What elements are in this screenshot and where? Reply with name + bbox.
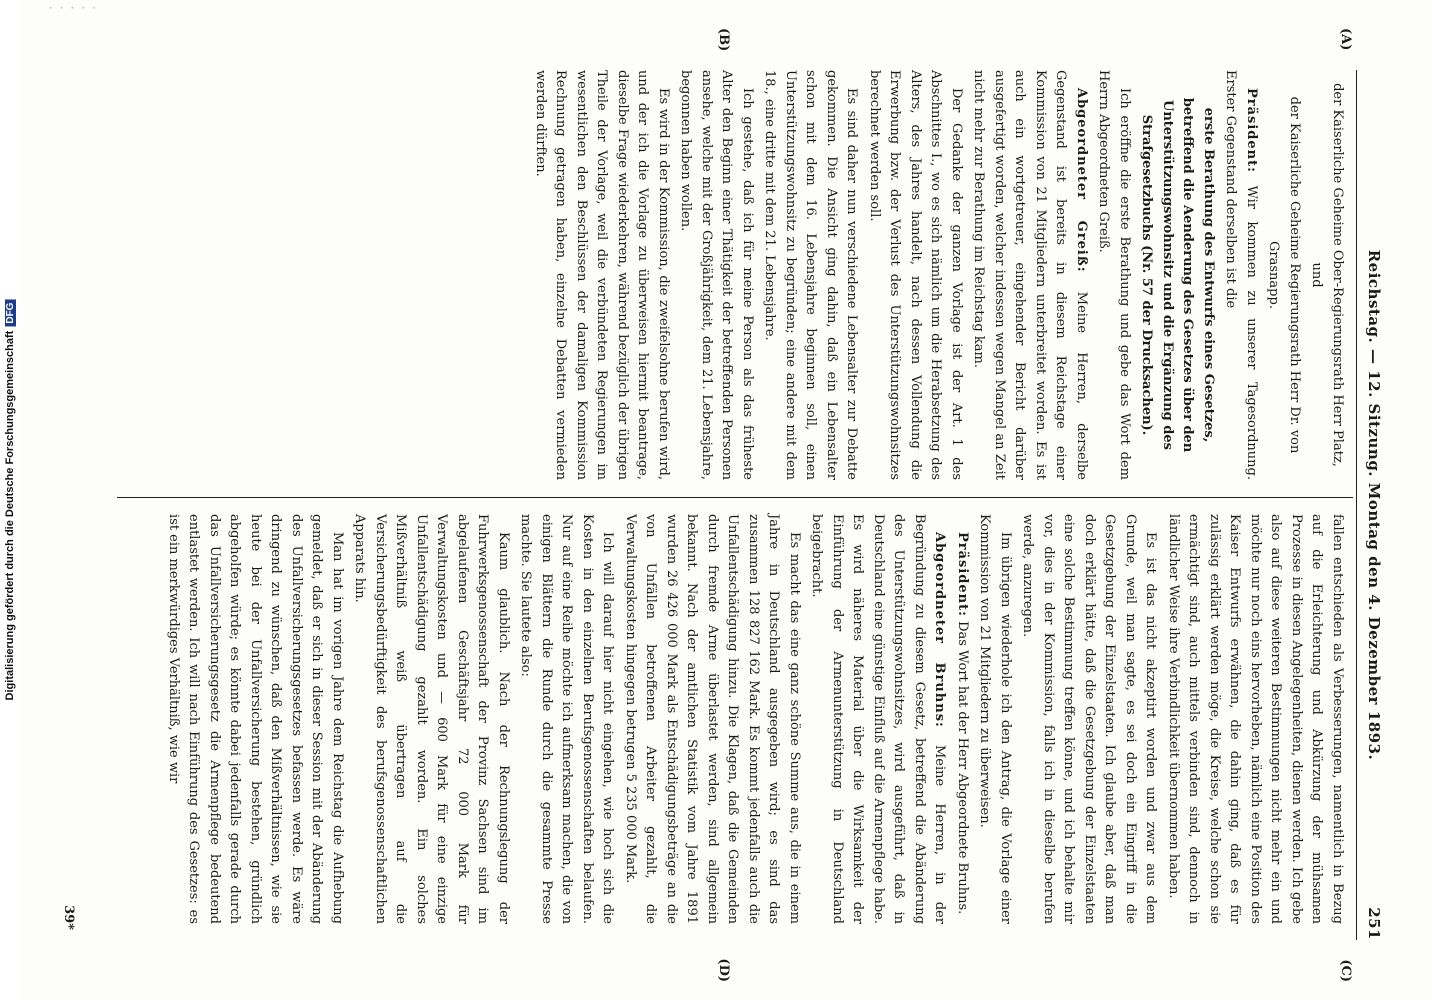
digitization-sidebar bbox=[0, 0, 20, 1000]
paragraph: Im übrigen wiederhole ich den Antrag, die Vorlage einer Kommission von 21 Mitgliedern zu überweisen. bbox=[977, 514, 1013, 924]
dfg-logo-icon: DFG bbox=[5, 300, 16, 327]
paragraph: Der Gedanke der ganzen Vorlage ist der Art. 1 des Abschnittes I., wo es sich nämlich um die Herabsetzung des Alters, des Jahres handelt, nach dessen Vollendung die Erwerbung bzw. der Verlust des Unterstützungswohnsitzes berechnet werden soll. bbox=[867, 70, 964, 480]
right-column bbox=[161, 514, 1348, 924]
rotated-page bbox=[21, 0, 1411, 1000]
quotation: Kaum glaublich. Nach der Rechnungslegung der Fuhrwerksgenossenschaft der Provinz Sachsen sind im abgelaufenen Geschäftsjahr 72 000 Mark für Verwaltungskosten und — 600 Mark für eine einzige Unfallentschädigung gezahlt worden. Ein solches Mißverhältniß weiß übertragen auf die Versicherungsbedürftigkeit des berufsgenossenschaftlichen Apparats hin. bbox=[352, 514, 511, 924]
margin-mark-c: (C) bbox=[1338, 959, 1353, 982]
header-rule bbox=[1356, 70, 1357, 940]
paragraph bbox=[968, 70, 1091, 480]
margin-mark-b: (B) bbox=[716, 28, 731, 52]
column-rule bbox=[117, 497, 1353, 498]
agenda-item: erste Berathung des Entwurfs eines Gesetzes, betreffend die Aenderung des Gesetzes über den Unterstützungswohnsitz und die Ergänzung des Strafgesetzbuchs (Nr. 57 der Drucksachen). bbox=[1139, 97, 1216, 453]
paragraph: der Kaiserliche Geheime Regierungsrath Herr Dr. von Grasnapp. bbox=[1266, 96, 1302, 454]
speaker-name: Präsident: bbox=[955, 532, 970, 617]
paragraph: Man hat im vorigen Jahre dem Reichstag die Aufhebung gemeldet, daß er sich in dieser Session mit der Abänderung des Unfallversicherungsgesetzes befassen werde. Es wäre dringend zu wünschen, daß den Mißverhältnissen, wie sie heute bei der Unfallversicherung bestehen, gründlich abgeholfen würde; es könnte dabei jedenfalls gerade durch das Unfallversicherungsgesetz die Armenpflege bedeutend entlastet werden. Ich will nach Einführung des Gesetzes: es ist ein merkwürdiges Verhältniß, wie wir bbox=[166, 514, 345, 924]
margin-mark-d: (D) bbox=[716, 958, 731, 982]
paragraph: der Kaiserliche Geheime Ober-Regierungsrath Herr Platz, und bbox=[1309, 83, 1345, 467]
paragraph: Es macht das eine ganz schöne Summe aus, die in einem Jahre in Deutschland ausgegeben wird; es sind das zusammen 128 827 162 Mark. Es kommt jedenfalls auch die Unfallentschädigung hinzu. Die Klagen, daß die Gemeinden durch fremde Arme überlastet werden, sind allgemein bekannt. Nach der amtlichen Statistik vom Jahre 1891 wurden 26 426 000 Mark als Entschädigungsbeträge an die von Unfällen betroffenen Arbeiter gezahlt, die Verwaltungskosten hingegen betrugen 5 235 000 Mark. bbox=[623, 514, 802, 924]
paragraph: fallen entschieden als Verbesserungen, namentlich in Bezug auf die Erleichterung und Abkürzung der mühsamen Prozesse in diesen Angelegenheiten, dienen werden. Ich gebe also auf diese weiteren Bestimmungen nicht mehr ein und möchte nur noch eins hervorheben, nämlich eine Position des Kaiser Entwurfs erwähnen, die dahin ging, daß es für zulässig erklärt werden möge, die Kreise, welche schon sie ermächtigt sind, auch mittels verbinden sind, dennoch in ländlicher Weise ihre Verbindlichkeit übernommen haben. bbox=[1166, 514, 1345, 924]
corner-mark: · · · · · bbox=[48, 4, 97, 14]
digitization-credit bbox=[4, 300, 16, 701]
paragraph bbox=[806, 514, 950, 924]
speech-text: Das Wort hat der Herr Abgeordnete Bruhns. bbox=[955, 621, 970, 915]
paragraph bbox=[1220, 70, 1261, 480]
paragraph: Ich eröffne die erste Berathung und gebe das Wort dem Herrn Abgeordneten Greiß. bbox=[1096, 70, 1132, 480]
left-column bbox=[528, 70, 1348, 480]
paragraph bbox=[952, 514, 973, 924]
paragraph: Ich gestehe, daß ich für meine Person als das früheste Alter den Beginn einer Thätigkeit der betreffenden Personen ansehe, welche mit der Großjährigkeit, dem 21. Lebensjahre, begonnen haben wollen. bbox=[678, 70, 755, 480]
speaker-name: Präsident: bbox=[1244, 88, 1259, 173]
page-header bbox=[1357, 70, 1383, 940]
header-title: Reichstag. — 12. Sitzung. Montag den 4. Dezember 1893. bbox=[1365, 249, 1383, 761]
speech-text: Meine Herren, derselbe Gegenstand ist bereits in diesem Reichstage einer Kommission von 21 Mitgliedern unterbreitet worden. Es ist auch ein wortgetreuer, eingehender Bericht darüber ausgefertigt worden, welcher indessen wegen Mangel an Zeit nicht mehr zur Berathung im Reichstag kam. bbox=[971, 70, 1089, 481]
credit-text: Digitalisierung gefördert durch die Deutsche Forschungsgemeinschaft bbox=[4, 330, 16, 701]
signature-mark: 39* bbox=[61, 905, 76, 930]
paragraph: Ich will darauf hier nicht eingehen, wie hoch sich die Kosten in den einzelnen Berufsgenossenschaften belaufen. Nur auf eine Reihe möchte ich aufmerksam machen, die von einigen Blättern die Runde durch die gesammte Presse machte. Sie lautete also: bbox=[518, 514, 616, 924]
speech-text: Meine Herren, in der Begründung zu diesem Gesetz, betreffend die Abänderung des Unterstützungswohnsitzes, wird ausgeführt, daß in Deutschland eine günstige Einfluß auf die Armenpflege habe. Es wird näheres Material über die Wirksamkeit der Einführung der Armenunterstützung in Deutschland beigebracht. bbox=[809, 514, 948, 924]
paragraph: Es wird in der Kommission, die zweifelsohne berufen wird, und der ich die Vorlage zu überweisen hiermit beantrage, dieselbe Frage wiederkehren, während bezüglich der übrigen Theile der Vorlage, weil die verbündeten Regierungen im wesentlichen den Beschlüssen der damaligen Kommission Rechnung getragen haben, einzelne Debatten vermieden werden dürften. bbox=[533, 70, 671, 480]
margin-mark-a: (A) bbox=[1338, 28, 1353, 51]
page-number: 251 bbox=[1365, 907, 1383, 940]
paragraph: Es sind daher nun verschiedene Lebensalter zur Debatte gekommen. Die Ansicht ging dahin, daß ein Lebensalter schon mit dem 16. Lebensjahre beginnen soll, einen Unterstützungswohnsitz zu begründen; eine andere mit dem 18., eine dritte mit dem 21. Lebensjahre. bbox=[762, 70, 860, 480]
speech-text: Wir kommen zu unserer Tagesordnung. Erster Gegenstand derselben ist die bbox=[1223, 70, 1259, 480]
speaker-name: Abgeordneter Greiß: bbox=[1074, 88, 1089, 273]
speaker-name: Abgeordneter Bruhns: bbox=[932, 532, 948, 728]
paragraph: Es ist das nicht akzeptirt worden und zwar aus dem Grunde, weil man sagte, es sei doch ein Eingriff in die Gesetzgebung der Einzelstaaten. Ich glaube aber, daß man doch erklärt hätte, daß die Gesetzgebung der Einzelstaaten eine solche Bestimmung treffen könne, und ich behalte mir vor, dies in der Kommission, falls ich in dieselbe berufen werde, anzuregen. bbox=[1020, 514, 1159, 924]
